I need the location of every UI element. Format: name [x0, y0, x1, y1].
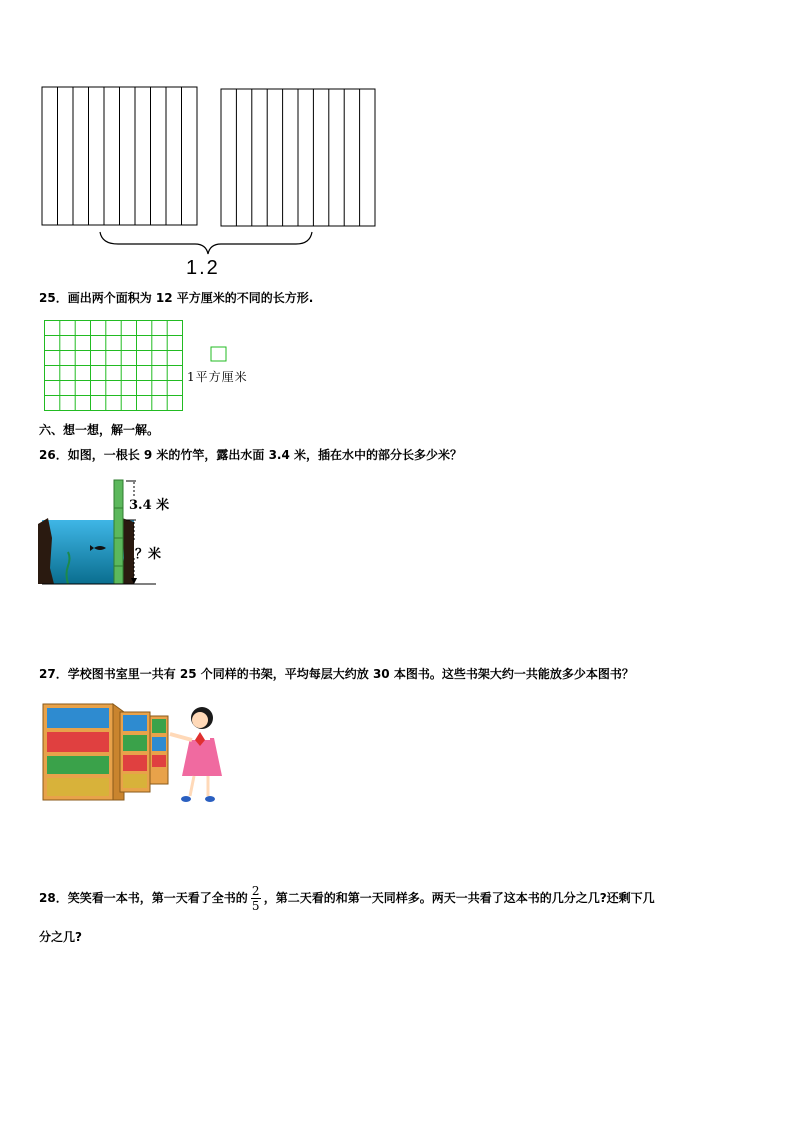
question-text: 如图，一根长 9 米的竹竿，露出水面 3.4 米，插在水中的部分长多少米？ [67, 448, 463, 462]
section-6-title: 六、想一想，解一解。 [39, 423, 160, 437]
question-number: 28． [39, 891, 68, 905]
question-number: 26． [39, 448, 68, 462]
curly-brace [100, 232, 312, 254]
question-text-part1: 笑笑看一本书，第一天看了全书的 [67, 891, 248, 905]
question-25 [39, 290, 313, 306]
unit-square [210, 346, 228, 363]
label-3-4-m: 3.4 米 [129, 498, 170, 513]
left-grid-square [42, 87, 197, 225]
question-number: 25． [39, 291, 68, 305]
question-28 [39, 885, 655, 912]
question-text: 学校图书室里一共有 25 个同样的书架，平均每层大约放 30 本图书。这些书架大约一共能放多少本图书？ [67, 667, 634, 681]
unit-label: 1平方厘米 [187, 370, 248, 384]
question-27 [39, 666, 634, 682]
area-grid [44, 320, 184, 412]
fraction-numerator: 2 [251, 884, 260, 898]
bookshelf-back [150, 716, 168, 784]
girl-figure [170, 707, 222, 802]
bamboo-pole [114, 480, 123, 584]
question-28-line2: 分之几? [39, 930, 82, 944]
fraction-denominator: 5 [251, 899, 260, 913]
bookshelf-front [43, 704, 124, 800]
brace-label: 1.2 [186, 257, 220, 279]
bookshelf-middle [120, 712, 150, 792]
question-text: 画出两个面积为 12 平方厘米的不同的长方形. [67, 291, 314, 305]
right-grid-square [221, 89, 375, 226]
question-text-part2: ，第二天看的和第一天同样多。两天一共看了这本书的几分之几?还剩下几 [263, 891, 655, 905]
fraction [251, 885, 261, 912]
question-number: 27． [39, 667, 68, 681]
decimal-model-figure [38, 84, 383, 280]
label-unknown-m: ？米 [135, 547, 162, 562]
bookshelf-girl-illustration [40, 700, 230, 806]
question-26 [39, 447, 462, 463]
